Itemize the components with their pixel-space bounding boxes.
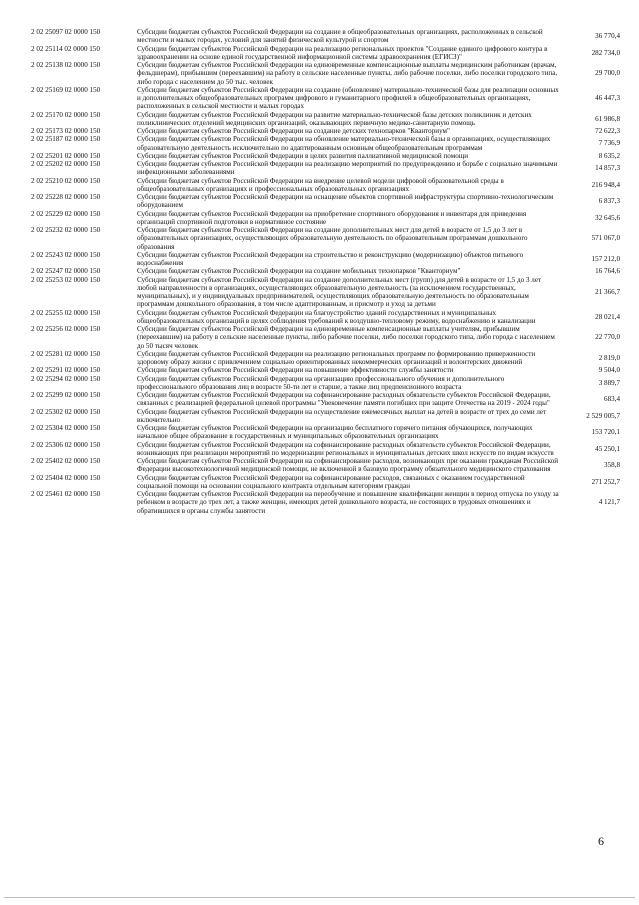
revenue-code-cell: 2 02 25253 02 0000 150 xyxy=(31,275,101,284)
amount-cell: 216 948,4 xyxy=(591,180,620,189)
revenue-code-cell: 2 02 25299 02 0000 150 xyxy=(31,391,101,399)
amount-cell: 22 770,0 xyxy=(595,333,620,342)
amount-cell: 282 734,0 xyxy=(591,48,620,57)
description-cell: Субсидии бюджетам субъектов Российской Федерации на создание дополнительных мест (групп) для детей в возрасте от 1,5 до 3 лет любой направленности в организациях, осуществляющих образовательную деятельность (за исключением государственных, муниципальных), и у индивидуальных предпринимателей, осуществляющих образовательную деятельность по образовательным программам дошкольного образования, в том числе адаптированным, и присмотр и уход за детьми xyxy=(137,275,542,309)
description-cell: Субсидии бюджетам субъектов Российской Федерации на переобучение и повышение квалификации женщин в период отпуска по уходу за ребенком в возрасте до трех лет, а также женщин, имеющих детей дошкольного возраста, не состоящих в трудовых отношениях и обратившихся в органы службы занятости xyxy=(137,490,559,515)
page-number: 6 xyxy=(598,834,604,848)
revenue-code-cell: 2 02 25202 02 0000 150 xyxy=(31,160,101,168)
revenue-code-cell: 2 02 25187 02 0000 150 xyxy=(31,135,101,144)
amount-cell: 61 986,8 xyxy=(595,114,620,123)
table-body xyxy=(31,28,621,515)
amount-cell: 28 021,4 xyxy=(595,312,620,321)
description-cell: Субсидии бюджетам субъектов Российской Федерации на создание в общеобразовательных организациях, расположенных в сельской местности и малых городах, условий для занятий физической культурой и спортом xyxy=(137,28,543,45)
revenue-code-cell: 2 02 25281 02 0000 150 xyxy=(31,349,101,358)
description-cell: Субсидии бюджетам субъектов Российской Федерации на внедрение целевой модели цифровой образовательной среды в общеобразовательных организациях и профессиональных образовательных организациях xyxy=(137,176,504,193)
amount-cell: 72 622,3 xyxy=(595,127,620,135)
description-cell: Субсидии бюджетам субъектов Российской Федерации на реализацию региональных проектов "Создание единого цифрового контура в здравоохранении на основе единой государственной информационной системы здравоохранения (ЕГИСЗ)" xyxy=(137,44,548,61)
amount-cell: 683,4 xyxy=(604,395,620,404)
amount-cell: 7 736,9 xyxy=(598,139,620,148)
description-cell: Субсидии бюджетам субъектов Российской Федерации на софинансирование расходных обязательств субъектов Российской Федерации, возникающих при реализации мероприятий по модернизации региональных и муниципальных детских школ искусств по видам искусств xyxy=(137,440,554,457)
revenue-code-cell: 2 02 25138 02 0000 150 xyxy=(31,61,101,69)
amount-cell: 6 837,3 xyxy=(598,197,620,206)
revenue-code-cell: 2 02 25461 02 0000 150 xyxy=(31,490,101,498)
amount-cell: 571 067,0 xyxy=(591,234,620,243)
table-row xyxy=(31,375,621,392)
amount-cell: 21 366,7 xyxy=(595,287,620,296)
revenue-code-cell: 2 02 25255 02 0000 150 xyxy=(31,308,101,317)
amount-cell: 157 212,0 xyxy=(591,254,620,263)
amount-cell: 8 635,2 xyxy=(598,151,620,160)
revenue-code-cell: 2 02 25291 02 0000 150 xyxy=(31,366,101,375)
table-row xyxy=(31,127,621,135)
description-cell: Субсидии бюджетам субъектов Российской Федерации на развитие материально-технической базы детских поликлиник и детских поликлинических отделений медицинских организаций, оказывающих первичную медико-санитарную помощь xyxy=(137,110,532,127)
revenue-code-cell: 2 02 25201 02 0000 150 xyxy=(31,151,101,160)
revenue-code-cell: 2 02 25097 02 0000 150 xyxy=(31,28,101,36)
budget-revenue-table xyxy=(31,28,621,515)
amount-cell: 153 720,1 xyxy=(591,428,620,437)
revenue-code-cell: 2 02 25247 02 0000 150 xyxy=(31,267,101,276)
description-cell: Субсидии бюджетам субъектов Российской Федерации в целях развития паллиативной медицинской помощи xyxy=(137,151,469,160)
table-row xyxy=(31,366,621,374)
revenue-code-cell: 2 02 25210 02 0000 150 xyxy=(31,176,101,185)
table-row xyxy=(31,177,621,194)
description-cell: Субсидии бюджетам субъектов Российской Федерации на создание дополнительных мест для детей в возрасте от 1,5 до 3 лет в образовательных организациях, осуществляющих образовательную деятельность по образовательным программам дошкольного образования xyxy=(137,226,528,251)
description-cell: Субсидии бюджетам субъектов Российской Федерации на создание мобильных технопарков "Кванториум" xyxy=(137,267,461,276)
table-row xyxy=(31,490,621,515)
revenue-code-cell: 2 02 25169 02 0000 150 xyxy=(31,85,101,94)
amount-cell: 36 770,4 xyxy=(595,32,620,41)
amount-cell: 45 250,1 xyxy=(595,444,620,453)
amount-cell: 16 764,6 xyxy=(595,267,620,276)
description-cell: Субсидии бюджетам субъектов Российской Федерации на организацию профессионального обучения и дополнительного профессионального образования лиц в возрасте 50-ти лет и старше, а также лиц предпенсионного возраста xyxy=(137,374,505,391)
table-row xyxy=(31,350,621,367)
amount-cell: 32 645,6 xyxy=(595,213,620,222)
description-cell: Субсидии бюджетам субъектов Российской Федерации на софинансирование расходов, возникающих при оказании гражданам Российской Федерации высокотехнологичной медицинской помощи, не включенной в базовую программу обязательного медицинского страхования xyxy=(137,457,559,474)
table-row xyxy=(31,309,621,326)
table-row xyxy=(31,251,621,268)
table-row xyxy=(31,276,621,309)
description-cell: Субсидии бюджетам субъектов Российской Федерации на реализацию мероприятий по предупреждению и борьбе с социально значимыми инфекционными заболеваниями xyxy=(137,160,558,177)
amount-cell: 358,8 xyxy=(604,461,620,470)
revenue-code-cell: 2 02 25302 02 0000 150 xyxy=(31,407,101,416)
description-cell: Субсидии бюджетам субъектов Российской Федерации на создание детских технопарков "Кванториум" xyxy=(137,127,450,135)
table-row xyxy=(31,391,621,408)
description-cell: Субсидии бюджетам субъектов Российской Федерации на обновление материально-технической базы в организациях, осуществляющих образовательную деятельность исключительно по адаптированным основным общеобразовательным программам xyxy=(137,135,551,152)
revenue-code-cell: 2 02 25402 02 0000 150 xyxy=(31,457,101,465)
description-cell: Субсидии бюджетам субъектов Российской Федерации на оснащение объектов спортивной инфраструктуры спортивно-технологическим оборудованием xyxy=(137,193,554,210)
description-cell: Субсидии бюджетам субъектов Российской Федерации на приобретение спортивного оборудования и инвентаря для приведения организаций спортивной подготовки в нормативное состояние xyxy=(137,209,527,226)
revenue-code-cell: 2 02 25170 02 0000 150 xyxy=(31,110,101,119)
amount-cell: 2 819,0 xyxy=(598,353,620,362)
description-cell: Субсидии бюджетам субъектов Российской Федерации на повышение эффективности службы занятости xyxy=(137,366,454,375)
table-row xyxy=(31,210,621,227)
revenue-code-cell: 2 02 25173 02 0000 150 xyxy=(31,127,101,135)
amount-cell: 2 529 005,7 xyxy=(586,411,620,420)
amount-cell: 46 447,3 xyxy=(595,94,620,102)
description-cell: Субсидии бюджетам субъектов Российской Федерации на реализацию региональных программ по формированию приверженности здоровому образу жизни с привлечением социально ориентированных некоммерческих организаций и волонтерских движений xyxy=(137,349,536,366)
description-cell: Субсидии бюджетам субъектов Российской Федерации на софинансирование расходов, связанных с оказанием государственной социальной помощи на основании социального контракта отдельным категориям граждан xyxy=(137,473,525,490)
revenue-code-cell: 2 02 25243 02 0000 150 xyxy=(31,250,101,259)
table-row xyxy=(31,61,621,86)
table-row xyxy=(31,441,621,458)
table-row xyxy=(31,193,621,210)
table-row xyxy=(31,325,621,350)
description-cell: Субсидии бюджетам субъектов Российской Федерации на софинансирование расходных обязательств субъектов Российской Федерации, связанных с реализацией федеральной целевой программы "Увековечение памяти погибших при защите Отечества на 2019 - 2024 годы" xyxy=(137,391,551,408)
revenue-code-cell: 2 02 25114 02 0000 150 xyxy=(31,44,100,53)
table-row xyxy=(31,408,621,425)
revenue-code-cell: 2 02 25304 02 0000 150 xyxy=(31,424,101,432)
revenue-code-cell: 2 02 25229 02 0000 150 xyxy=(31,209,101,218)
table-row xyxy=(31,474,621,491)
description-cell: Субсидии бюджетам субъектов Российской Федерации на благоустройство зданий государственных и муниципальных общеобразовательных организаций в целях соблюдения требований к воздушно-тепловому режиму, водоснабжению и канализации xyxy=(137,308,536,325)
table-row xyxy=(31,111,621,128)
description-cell: Субсидии бюджетам субъектов Российской Федерации на строительство и реконструкцию (модернизацию) объектов питьевого водоснабжения xyxy=(137,250,524,267)
table-row xyxy=(31,424,621,441)
amount-cell: 9 504,0 xyxy=(598,366,620,375)
table-row xyxy=(31,267,621,275)
revenue-code-cell: 2 02 25294 02 0000 150 xyxy=(31,374,101,383)
table-row xyxy=(31,135,621,152)
table-row xyxy=(31,86,621,111)
table-row xyxy=(31,160,621,177)
table-row xyxy=(31,226,621,251)
description-cell: Субсидии бюджетам субъектов Российской Федерации на осуществление ежемесячных выплат на детей в возрасте от трех до семи лет включительно xyxy=(137,407,547,424)
revenue-code-cell: 2 02 25306 02 0000 150 xyxy=(31,440,101,449)
description-cell: Субсидии бюджетам субъектов Российской Федерации на создание (обновление) материально-технической базы для реализации основных и дополнительных общеобразовательных программ цифрового и гуманитарного профилей в общеобразовательных организациях, расположенных в сельской местности и малых городах xyxy=(137,85,559,111)
description-cell: Субсидии бюджетам субъектов Российской Федерации на организацию бесплатного горячего питания обучающихся, получающих начальное общее образование в государственных и муниципальных образовательных организациях xyxy=(137,424,533,441)
revenue-code-cell: 2 02 25228 02 0000 150 xyxy=(31,193,101,201)
amount-cell: 29 700,0 xyxy=(595,69,620,78)
table-row xyxy=(31,28,621,45)
table-row xyxy=(31,152,621,160)
amount-cell: 4 121,7 xyxy=(598,498,620,507)
amount-cell: 14 857,3 xyxy=(595,164,620,173)
revenue-code-cell: 2 02 25232 02 0000 150 xyxy=(31,226,101,234)
description-cell: Субсидии бюджетам субъектов Российской Федерации на единовременные компенсационные выплаты учителям, прибывшим (переехавшим) на работу в сельские населенные пункты, либо рабочие поселки, либо поселки городского типа, либо города с населением до 50 тысяч человек xyxy=(137,325,555,350)
amount-cell: 3 889,7 xyxy=(598,378,620,387)
revenue-code-cell: 2 02 25404 02 0000 150 xyxy=(31,473,101,482)
table-row xyxy=(31,457,621,474)
table-row xyxy=(31,45,621,62)
revenue-code-cell: 2 02 25256 02 0000 150 xyxy=(31,325,101,333)
scan-edge-line xyxy=(4,897,635,898)
description-cell: Субсидии бюджетам субъектов Российской Федерации на единовременные компенсационные выплаты медицинским работникам (врачам, фельдшерам), прибывшим (переехавшим) на работу в сельские населенные пункты, либо рабочие поселки, либо поселки городского типа, либо города с населением до 50 тыс. человек xyxy=(137,61,558,86)
amount-cell: 271 252,7 xyxy=(591,477,620,486)
